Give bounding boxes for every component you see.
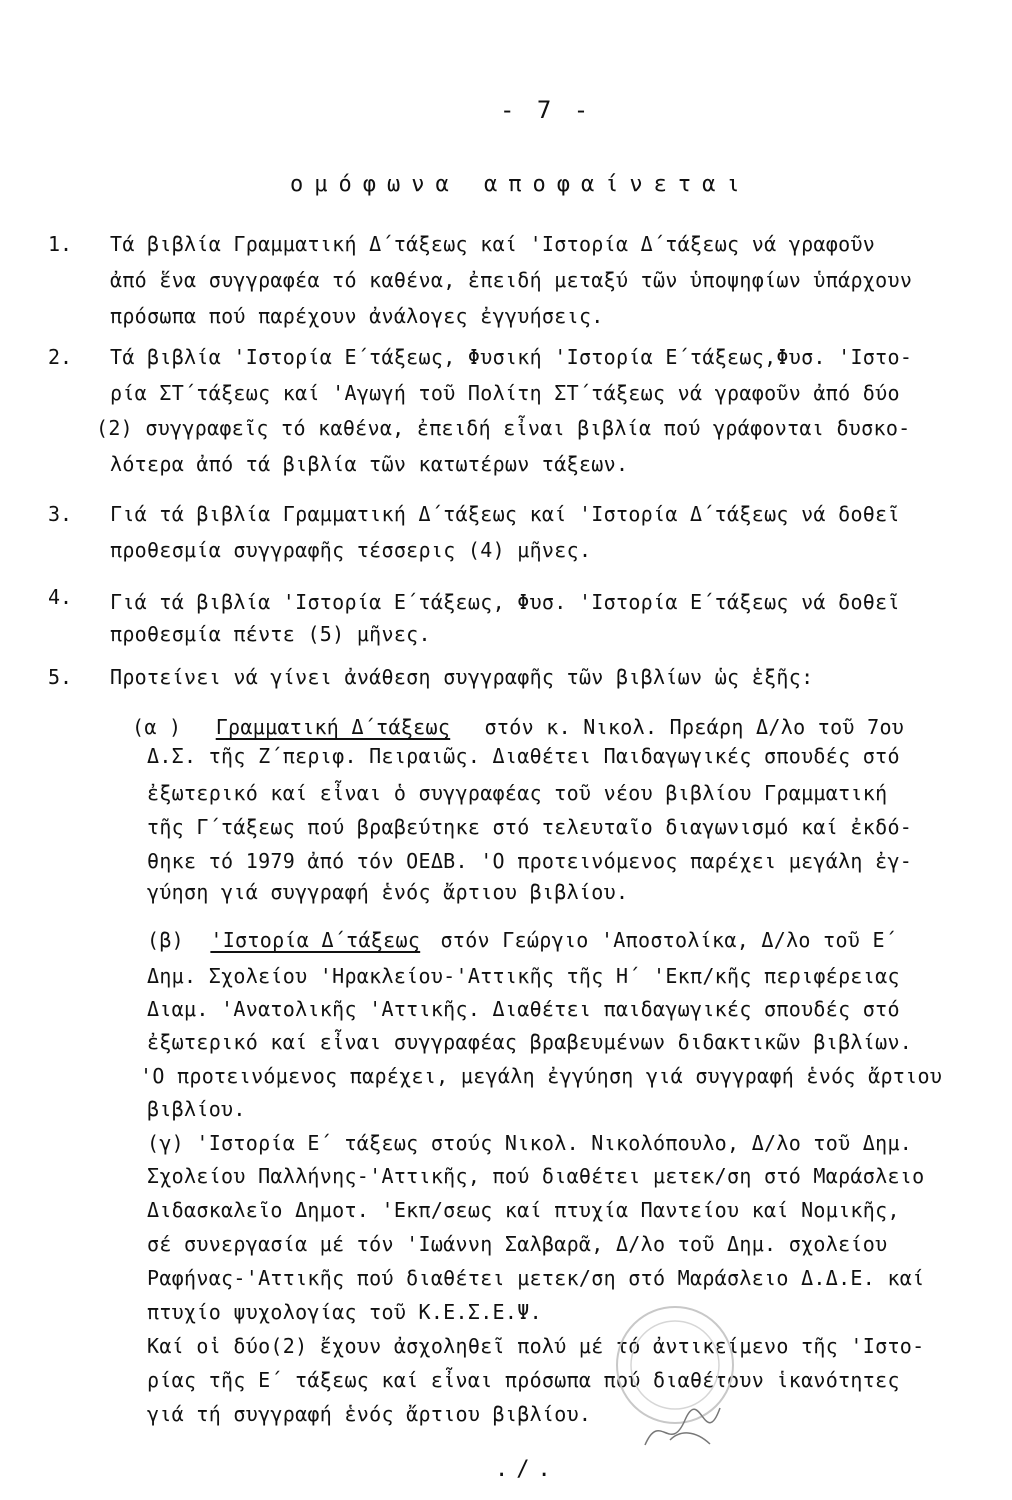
sub-a-line: ἐξωτερικό καί εἶναι ὁ συγγραφέας τοῦ νέου βιβλίου Γραμματική <box>147 781 888 805</box>
sub-b-subject: 'Ιστορία Δ΄τάξεως <box>210 928 421 952</box>
sub-b-label: (β) <box>147 928 185 952</box>
item-1-line-3: πρόσωπα πού παρέχουν ἀνάλογες ἐγγυήσεις. <box>110 304 604 328</box>
item-number: 4. <box>48 585 73 609</box>
sub-c-line: (γ) 'Ιστορία Ε΄ τάξεως στούς Νικολ. Νικολόπουλο, Δ/λο τοῦ Δημ. <box>147 1131 913 1155</box>
sub-a-subject: Γραμματική Δ΄τάξεως <box>215 715 451 739</box>
continuation-mark: ./. <box>495 1457 559 1482</box>
sub-a-line: θηκε τό 1979 ἀπό τόν ΟΕΔΒ. 'Ο προτεινόμενος παρέχει μεγάλη ἐγ- <box>147 849 913 873</box>
sub-c-line: Καί οἱ δύο(2) ἔχουν ἀσχοληθεῖ πολύ μέ τό ἀντικείμενο τῆς 'Ιστο- <box>147 1334 925 1358</box>
sub-a-label: (α ) <box>132 715 182 739</box>
sub-c-line: Ραφήνας-'Αττικῆς πού διαθέτει μετεκ/ση στό Μαράσλειο Δ.Δ.Ε. καί <box>147 1266 925 1290</box>
item-number: 3. <box>48 502 73 526</box>
item-4-line-1: Γιά τά βιβλία 'Ιστορία Ε΄τάξεως, Φυσ. 'Ιστορία Ε΄τάξεως νά δοθεῖ <box>110 590 900 614</box>
item-number: 2. <box>48 345 73 369</box>
sub-a-line: γύηση γιά συγγραφή ἑνός ἄρτιου βιβλίου. <box>147 880 629 904</box>
item-2-line-2: ρία ΣΤ΄τάξεως καί 'Αγωγή τοῦ Πολίτη ΣΤ΄τάξεως νά γραφοῦν ἀπό δύο <box>110 381 900 405</box>
sub-a-line-1 <box>132 715 904 739</box>
item-3-line-2: προθεσμία συγγραφῆς τέσσερις (4) μῆνες. <box>110 538 592 562</box>
page-number: - 7 - <box>500 96 593 124</box>
sub-b-line: ἐξωτερικό καί εἶναι συγγραφέας βραβευμένων διδακτικῶν βιβλίων. <box>147 1030 913 1054</box>
sub-c-line: σέ συνεργασία μέ τόν 'Ιωάννη Σαλβαρᾶ, Δ/λο τοῦ Δημ. σχολείου <box>147 1232 888 1256</box>
sub-a-line: Δ.Σ. τῆς Ζ΄περιφ. Πειραιῶς. Διαθέτει Παιδαγωγικές σπουδές στό <box>147 744 900 768</box>
sub-c-line: ρίας τῆς Ε΄ τάξεως καί εἶναι πρόσωπα πού διαθέτουν ἱκανότητες <box>147 1368 900 1392</box>
sub-c-line: Διδασκαλεῖο Δημοτ. 'Εκπ/σεως καί πτυχία Παντείου καί Νομικῆς, <box>147 1198 900 1222</box>
signature <box>640 1400 730 1460</box>
sub-b-line: 'Ο προτεινόμενος παρέχει, μεγάλη ἐγγύηση γιά συγγραφή ἑνός ἄρτιου <box>140 1064 943 1088</box>
sub-b-line: Δημ. Σχολείου 'Ηρακλείου-'Αττικῆς τῆς Η΄ 'Εκπ/κῆς περιφέρειας <box>147 964 900 988</box>
sub-a-line: τῆς Γ΄τάξεως πού βραβεύτηκε στό τελευταῖο διαγωνισμό καί ἐκδό- <box>147 815 913 839</box>
item-number: 1. <box>48 232 73 256</box>
page-title: ομόφωνα αποφαίνεται <box>290 172 751 197</box>
sub-c-line: πτυχίο ψυχολογίας τοῦ Κ.Ε.Σ.Ε.Ψ. <box>147 1300 542 1324</box>
sub-a-first-rest: στόν κ. Νικολ. Πρεάρη Δ/λο τοῦ 7ου <box>484 715 905 739</box>
sub-c-line: γιά τή συγγραφή ἑνός ἄρτιου βιβλίου. <box>147 1402 592 1426</box>
item-number: 5. <box>48 665 73 689</box>
sub-b-first-rest: στόν Γεώργιο 'Αποστολίκα, Δ/λο τοῦ Ε΄ <box>440 928 898 952</box>
item-2-line-1: Τά βιβλία 'Ιστορία Ε΄τάξεως, Φυσική 'Ιστορία Ε΄τάξεως,Φυσ. 'Ιστο- <box>110 345 913 369</box>
sub-b-line: Διαμ. 'Ανατολικῆς 'Αττικῆς. Διαθέτει παιδαγωγικές σπουδές στό <box>147 997 900 1021</box>
item-5-line-1: Προτείνει νά γίνει ἀνάθεση συγγραφῆς τῶν βιβλίων ὡς ἑξῆς: <box>110 665 814 689</box>
sub-b-line: βιβλίου. <box>147 1097 246 1121</box>
sub-b-line-1 <box>147 928 897 952</box>
item-2-line-3: (2) συγγραφεῖς τό καθένα, ἐπειδή εἶναι βιβλία πού γράφονται δυσκο- <box>96 416 911 440</box>
item-1-line-2: ἀπό ἕνα συγγραφέα τό καθένα, ἐπειδή μεταξύ τῶν ὑποψηφίων ὑπάρχουν <box>110 268 913 292</box>
sub-c-line: Σχολείου Παλλήνης-'Αττικῆς, πού διαθέτει μετεκ/ση στό Μαράσλειο <box>147 1164 925 1188</box>
item-1-line-1: Τά βιβλία Γραμματική Δ΄τάξεως καί 'Ιστορία Δ΄τάξεως νά γραφοῦν <box>110 232 876 256</box>
item-2-line-4: λότερα ἀπό τά βιβλία τῶν κατωτέρων τάξεων. <box>110 452 629 476</box>
item-3-line-1: Γιά τά βιβλία Γραμματική Δ΄τάξεως καί 'Ιστορία Δ΄τάξεως νά δοθεῖ <box>110 502 900 526</box>
item-4-line-2: προθεσμία πέντε (5) μῆνες. <box>110 622 431 646</box>
